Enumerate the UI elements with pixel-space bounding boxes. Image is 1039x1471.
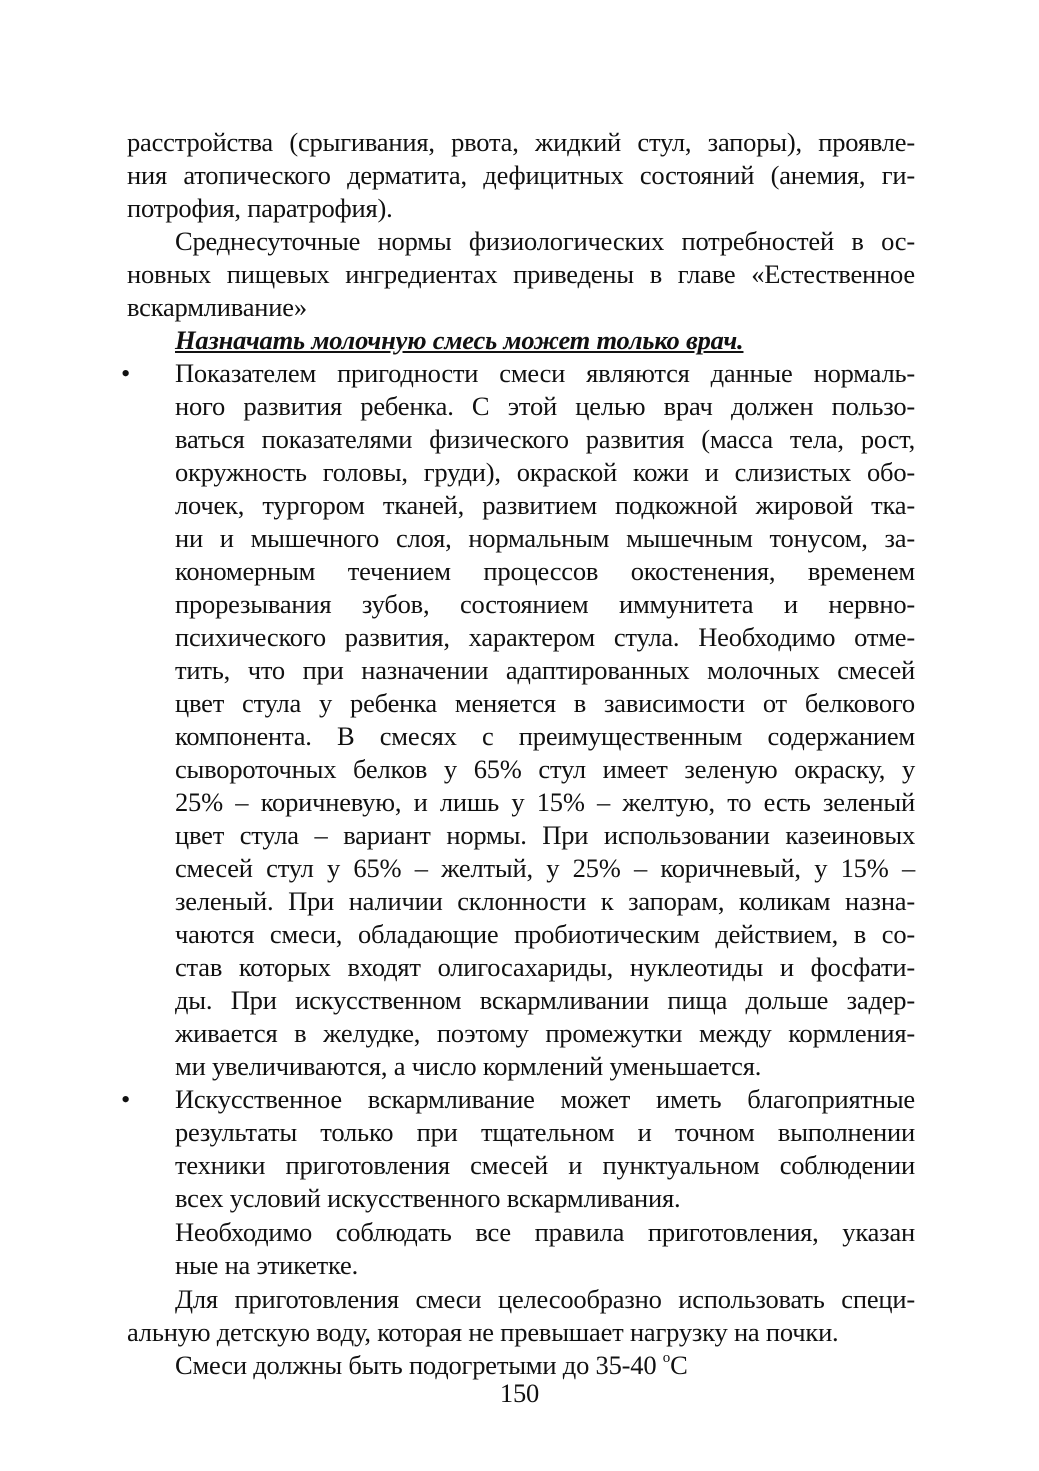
bullet2-line-1: Искусственное вскармливание может иметь благоприятные xyxy=(175,1084,915,1114)
bullet1-line-12: компонента. В смесях с преимущественным содержанием xyxy=(175,721,915,751)
bullet1-line-10: тить, что при назначении адаптированных молочных смесей xyxy=(175,655,915,685)
bullet2-line-4: всех условий искусственного вскармливания. xyxy=(175,1183,681,1213)
bullet1-line-7: кономерным течением процессов окостенения, временем xyxy=(175,556,915,586)
bullet1-line-22: ми увеличиваются, а число кормлений уменьшается. xyxy=(175,1051,762,1081)
temperature-unit: C xyxy=(670,1350,688,1380)
bullet-2-marker: • xyxy=(121,1084,131,1114)
bullet1-line-9: психического развития, характером стула. Необходимо отме- xyxy=(175,622,915,652)
bullet2-line-2: результаты только при тщательном и точном выполнении xyxy=(175,1117,915,1147)
para4-line-1: Для приготовления смеси целесообразно использовать специ- xyxy=(175,1284,915,1314)
bullet2-line-3: техники приготовления смесей и пунктуальном соблюдении xyxy=(175,1150,915,1180)
bullet1-line-3: ваться показателями физического развития (масса тела, рост, xyxy=(175,424,915,454)
bullet1-line-17: зеленый. При наличии склонности к запорам, коликам назна- xyxy=(175,886,915,916)
bullet1-line-1: Показателем пригодности смеси являются данные нормаль- xyxy=(175,358,915,388)
para2-line-2: новных пищевых ингредиентах приведены в главе «Естественное xyxy=(127,259,915,289)
para2-line-3: вскармливание» xyxy=(127,292,307,322)
bullet1-line-6: ни и мышечного слоя, нормальным мышечным тонусом, за- xyxy=(175,523,915,553)
para1-line-2: ния атопического дерматита, дефицитных состояний (анемия, ги- xyxy=(127,160,915,190)
bullet1-line-19: став которых входят олигосахариды, нуклеотиды и фосфати- xyxy=(175,952,915,982)
bullet1-line-15: цвет стула – вариант нормы. При использовании казеиновых xyxy=(175,820,915,850)
bullet-1-marker: • xyxy=(121,358,131,388)
para4-line-2: альную детскую воду, которая не превышает нагрузку на почки. xyxy=(127,1317,839,1347)
para1-line-1: расстройства (срыгивания, рвота, жидкий стул, запоры), проявле- xyxy=(127,127,915,157)
bullet1-line-21: живается в желудке, поэтому промежутки между кормления- xyxy=(175,1018,915,1048)
bullet1-line-13: сывороточных белков у 65% стул имеет зеленую окраску, у xyxy=(175,754,915,784)
para2-line-1: Среднесуточные нормы физиологических потребностей в ос- xyxy=(175,226,915,256)
para3-line-2: ные на этикетке. xyxy=(175,1250,359,1280)
bullet1-line-14: 25% – коричневую, и лишь у 15% – желтую, то есть зеленый xyxy=(175,787,915,817)
bullet1-line-20: ды. При искусственном вскармливании пища дольше задер- xyxy=(175,985,915,1015)
bullet1-line-11: цвет стула у ребенка меняется в зависимости от белкового xyxy=(175,688,915,718)
page-number: 150 xyxy=(499,1378,540,1408)
bullet1-line-16: смесей стул у 65% – желтый, у 25% – коричневый, у 15% – xyxy=(175,853,915,883)
para3-line-1: Необходимо соблюдать все правила приготовления, указан xyxy=(175,1217,915,1247)
section-heading: Назначать молочную смесь может только врач. xyxy=(175,325,744,355)
para5-text: Смеси должны быть подогретыми до 35-40 xyxy=(175,1350,663,1380)
para1-line-3: потрофия, паратрофия). xyxy=(127,193,393,223)
bullet1-line-5: лочек, тургором тканей, развитием подкожной жировой тка- xyxy=(175,490,915,520)
degree-symbol: o xyxy=(662,1350,671,1367)
bullet1-line-2: ного развития ребенка. С этой целью врач должен пользо- xyxy=(175,391,915,421)
bullet1-line-4: окружность головы, груди), окраской кожи и слизистых обо- xyxy=(175,457,915,487)
bullet1-line-18: чаются смеси, обладающие пробиотическим действием, в со- xyxy=(175,919,915,949)
bullet1-line-8: прорезывания зубов, состоянием иммунитета и нервно- xyxy=(175,589,915,619)
